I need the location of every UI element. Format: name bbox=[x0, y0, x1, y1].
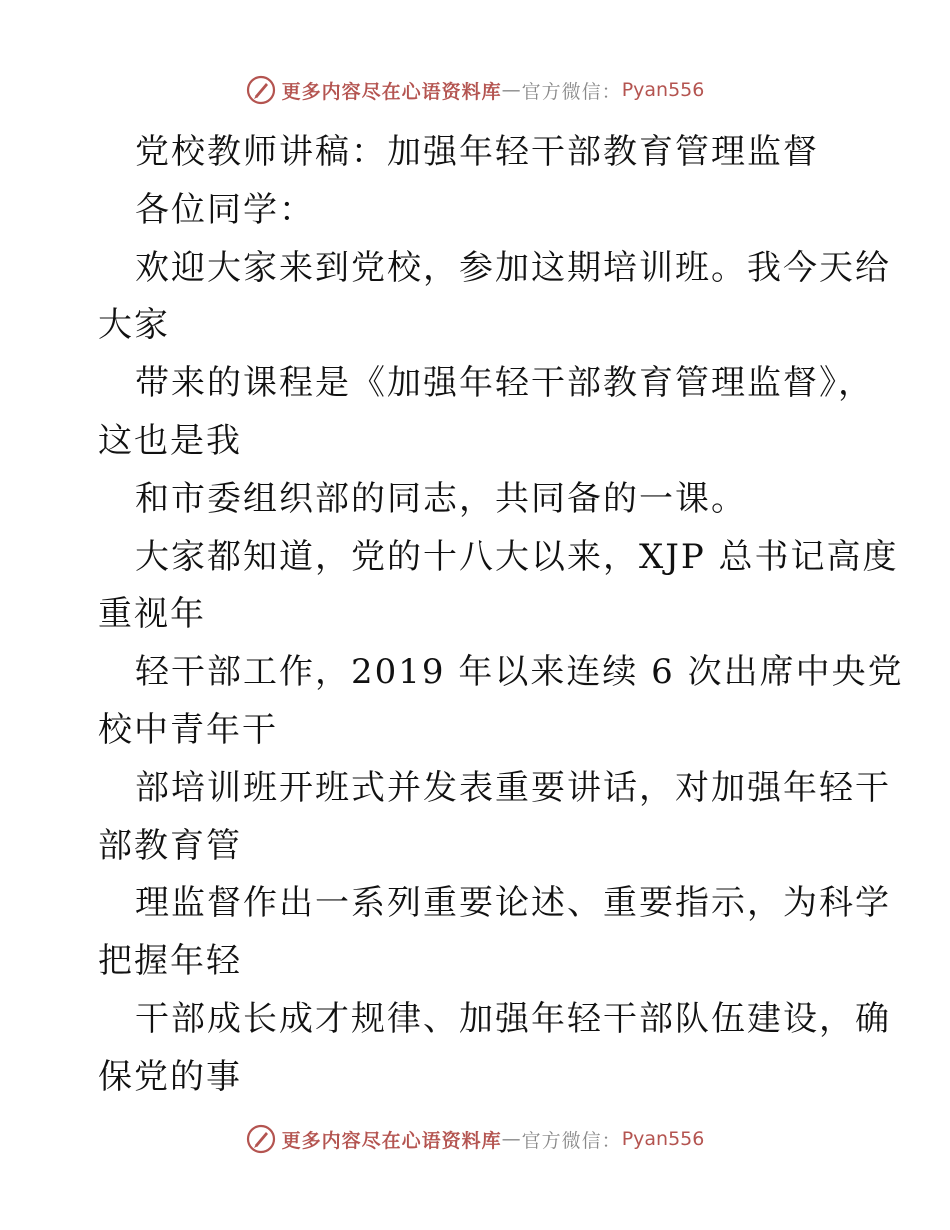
watermark-handle: Pyan556 bbox=[621, 79, 705, 101]
watermark-site-text: 更多内容尽在心语资料库 bbox=[281, 1129, 502, 1152]
text-line: 和市委组织部的同志，共同备的一课。 bbox=[135, 478, 747, 519]
watermark-contact-label: 官方微信： bbox=[521, 80, 622, 103]
text-line: 部培训班开班式并发表重要讲话，对加强年轻干 bbox=[135, 767, 891, 808]
watermark-separator: — bbox=[501, 1128, 522, 1150]
watermark-footer bbox=[0, 1119, 950, 1159]
watermark-separator: — bbox=[501, 79, 522, 101]
text-line: 干部成长成才规律、加强年轻干部队伍建设，确 bbox=[135, 998, 891, 1039]
text-line: 各位同学： bbox=[135, 189, 315, 230]
text-line: 校中青年干 bbox=[98, 709, 278, 750]
text-line: 党校教师讲稿：加强年轻干部教育管理监督 bbox=[135, 132, 819, 172]
text-line: 重视年 bbox=[98, 594, 206, 635]
text-line: 把握年轻 bbox=[98, 941, 242, 982]
text-line: 保党的事 bbox=[98, 1056, 242, 1097]
text-line: 轻干部工作，2019 年以来连续 6 次出席中央党 bbox=[135, 652, 904, 693]
watermark-handle: Pyan556 bbox=[621, 1128, 705, 1150]
text-line: 理监督作出一系列重要论述、重要指示，为科学 bbox=[135, 883, 891, 924]
text-line: 部教育管 bbox=[98, 825, 242, 866]
document-body bbox=[98, 124, 904, 1107]
watermark-header bbox=[0, 70, 950, 110]
text-line: 大家都知道，党的十八大以来，XJP 总书记高度 bbox=[135, 536, 899, 577]
quill-seal-icon bbox=[246, 75, 276, 105]
quill-seal-icon bbox=[246, 1124, 276, 1154]
text-line: 这也是我 bbox=[98, 420, 242, 461]
text-line: 欢迎大家来到党校，参加这期培训班。我今天给 bbox=[135, 247, 891, 288]
watermark-site-text: 更多内容尽在心语资料库 bbox=[281, 80, 502, 103]
text-line: 带来的课程是《加强年轻干部教育管理监督》， bbox=[135, 363, 874, 404]
text-line: 大家 bbox=[98, 305, 170, 346]
watermark-contact-label: 官方微信： bbox=[521, 1129, 622, 1152]
